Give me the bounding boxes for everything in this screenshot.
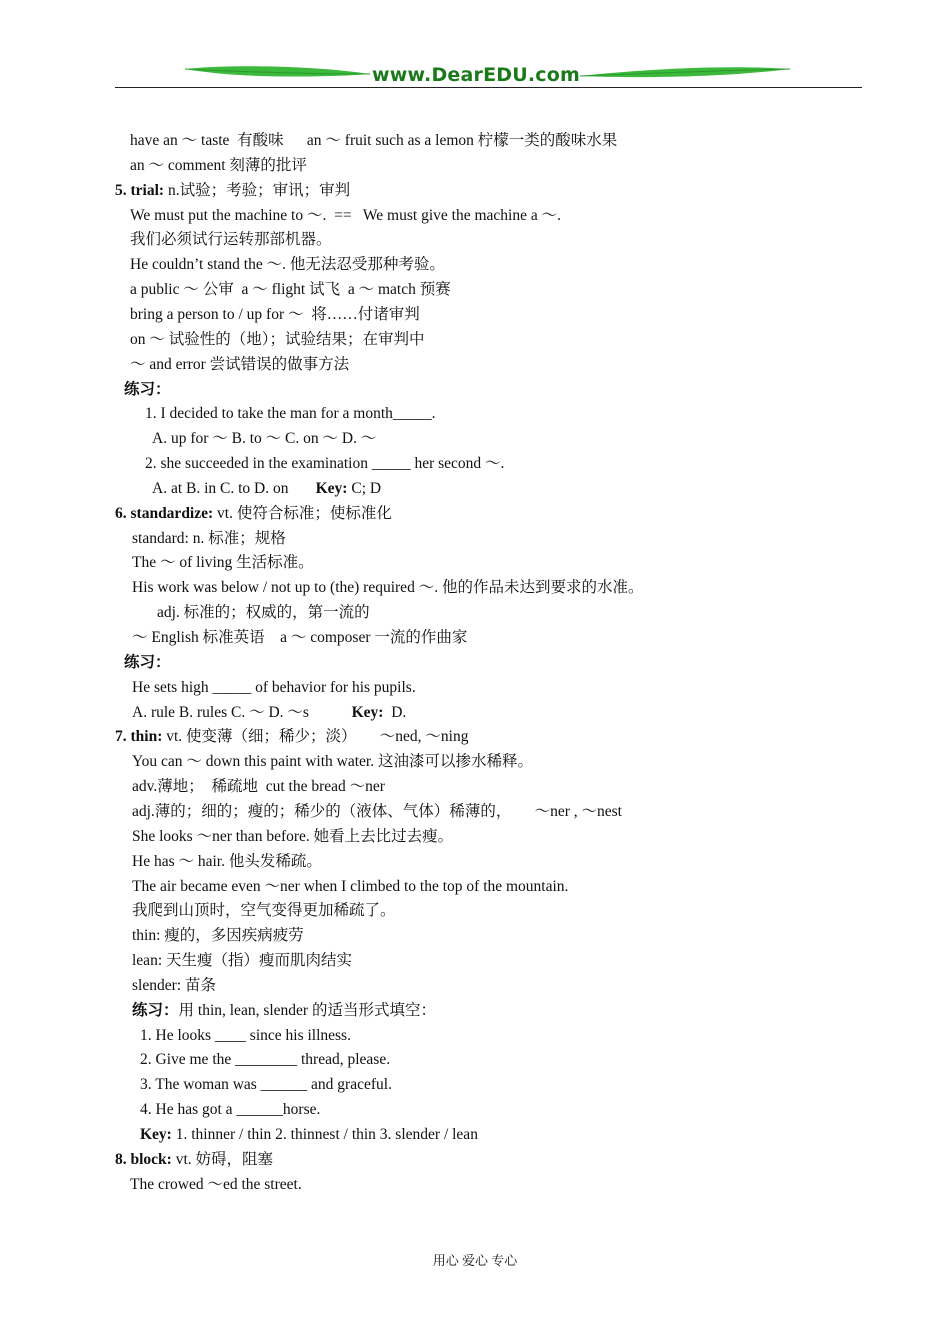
text-run: on ～ 试验性的（地）；试验结果；在审判中 [130, 330, 425, 348]
text-line [157, 603, 370, 623]
text-line [130, 255, 445, 275]
text-line [115, 504, 392, 524]
bold-run: 5. trial: [115, 181, 165, 199]
text-run: 我爬到山顶时，空气变得更加稀疏了。 [132, 902, 396, 920]
text-line [140, 1100, 320, 1120]
text-line [132, 901, 396, 921]
text-run: adj. 标准的；权威的，第一流的 [157, 604, 370, 622]
text-line [140, 1050, 390, 1070]
text-line [132, 678, 416, 698]
text-line [132, 827, 453, 847]
text-line [132, 628, 467, 648]
text-line [140, 1125, 478, 1145]
text-line [152, 479, 381, 499]
text-run: 3. The woman was ______ and graceful. [140, 1076, 392, 1094]
text-line [132, 802, 622, 822]
text-run: The air became even ～ner when I climbed to the top of the mountain. [132, 877, 569, 895]
text-line [132, 529, 286, 549]
text-run: 1. thinner / thin 2. thinnest / thin 3. slender / lean [171, 1126, 478, 1143]
text-run: vt. 妨碍，阻塞 [171, 1150, 274, 1168]
text-run: a public ～ 公审 a ～ flight 试飞 a ～ match 预赛 [130, 281, 451, 299]
text-run: 4. He has got a ______horse. [140, 1101, 321, 1119]
bold-run: 8. block: [115, 1150, 172, 1168]
text-line [132, 877, 568, 897]
bold-run: Key: [140, 1126, 172, 1143]
text-line [132, 553, 314, 573]
text-line [145, 404, 436, 424]
text-run: 2. she succeeded in the examination _____ her second ～. [145, 455, 505, 473]
text-line [130, 131, 617, 151]
text-line [115, 181, 350, 201]
text-line [130, 305, 420, 325]
text-line [132, 703, 406, 723]
text-line [115, 727, 469, 747]
text-line [124, 653, 171, 673]
text-run: slender: 苗条 [132, 976, 216, 994]
text-run: The crowed ～ed the street. [130, 1175, 302, 1193]
text-line [132, 1001, 436, 1021]
text-line [130, 156, 307, 176]
page-header [115, 62, 862, 90]
text-line [130, 355, 349, 375]
text-run: You can ～ down this paint with water. 这油漆可以掺水稀释。 [132, 753, 533, 771]
text-run: His work was below / not up to (the) required ～. 他的作品未达到要求的水准。 [132, 579, 644, 597]
text-run: A. rule B. rules C. ～ D. ～s [132, 703, 352, 721]
text-line [132, 578, 643, 598]
text-run: vt. 使变薄（细；稀少；淡） ～ned, ～ning [162, 728, 469, 746]
text-run: He has ～ hair. 他头发稀疏。 [132, 852, 322, 870]
text-run: n.试验；考验；审讯；审判 [164, 181, 351, 199]
text-run: ～ English 标准英语 a ～ composer 一流的作曲家 [132, 629, 468, 646]
bold-run: Key: [351, 703, 384, 721]
text-line [124, 380, 171, 400]
text-run: have an ～ taste 有酸味 an ～ fruit such as a lemon 柠檬一类的酸味水果 [130, 132, 618, 149]
text-run: She looks ～ner than before. 她看上去比过去瘦。 [132, 827, 454, 845]
text-run: The ～ of living 生活标准。 [132, 554, 314, 572]
text-line [140, 1075, 392, 1095]
text-run: ～ and error 尝试错误的做事方法 [130, 355, 350, 373]
text-run: We must put the machine to ～. == We must give the machine a ～. [130, 206, 561, 224]
text-line [132, 752, 533, 772]
text-line [130, 280, 451, 300]
text-run: 1. He looks ____ since his illness. [140, 1026, 351, 1044]
text-run: C; D [347, 479, 382, 497]
text-line [130, 330, 425, 350]
text-run: 我们必须试行运转那部机器。 [130, 231, 332, 249]
bold-run: 练习： [124, 653, 171, 671]
bold-run: 练习： [132, 1001, 179, 1019]
text-line [132, 976, 216, 996]
text-line [152, 429, 376, 449]
bold-run: 6. standardize: [115, 504, 214, 522]
text-line [132, 777, 385, 797]
text-line [140, 1026, 351, 1046]
text-line [130, 206, 561, 226]
text-run: A. at B. in C. to D. on [152, 479, 316, 497]
text-line [132, 951, 352, 971]
text-run: 2. Give me the ________ thread, please. [140, 1051, 391, 1069]
text-run: an ～ comment 刻薄的批评 [130, 156, 307, 174]
text-run: A. up for ～ B. to ～ C. on ～ D. ～ [152, 430, 377, 448]
text-run: He couldn’t stand the ～. 他无法忍受那种考验。 [130, 256, 445, 274]
text-run: adv.薄地； 稀疏地 cut the bread ～ner [132, 778, 385, 796]
text-run: He sets high _____ of behavior for his pupils. [132, 678, 416, 696]
text-line [132, 852, 322, 872]
text-line [145, 454, 504, 474]
header-rule [115, 87, 862, 88]
text-run: adj.薄的；细的；瘦的；稀少的（液体、气体）稀薄的， ～ner , ～nest [132, 802, 622, 820]
bold-run: Key: [315, 479, 348, 497]
site-logo-text: www.DearEDU.com [371, 64, 581, 86]
text-run: thin: 瘦的，多因疾病疲劳 [132, 927, 304, 945]
text-run: lean: 天生瘦（指）瘦而肌肉结实 [132, 952, 352, 970]
text-run: D. [383, 703, 407, 721]
text-line [132, 926, 304, 946]
text-line [130, 230, 332, 250]
text-run: 用 thin, lean, slender 的适当形式填空： [178, 1001, 436, 1019]
bold-run: 7. thin: [115, 728, 163, 746]
bold-run: 练习： [124, 380, 171, 398]
text-run: standard: n. 标准；规格 [132, 529, 286, 547]
text-run: bring a person to / up for ～ 将……付诸审判 [130, 305, 420, 323]
text-line [130, 1175, 302, 1195]
text-run: 1. I decided to take the man for a month_____. [145, 405, 436, 423]
text-line [115, 1150, 273, 1170]
text-run: vt. 使符合标准；使标准化 [213, 504, 392, 522]
page-footer: 用心 爱心 专心 [432, 1253, 518, 1268]
